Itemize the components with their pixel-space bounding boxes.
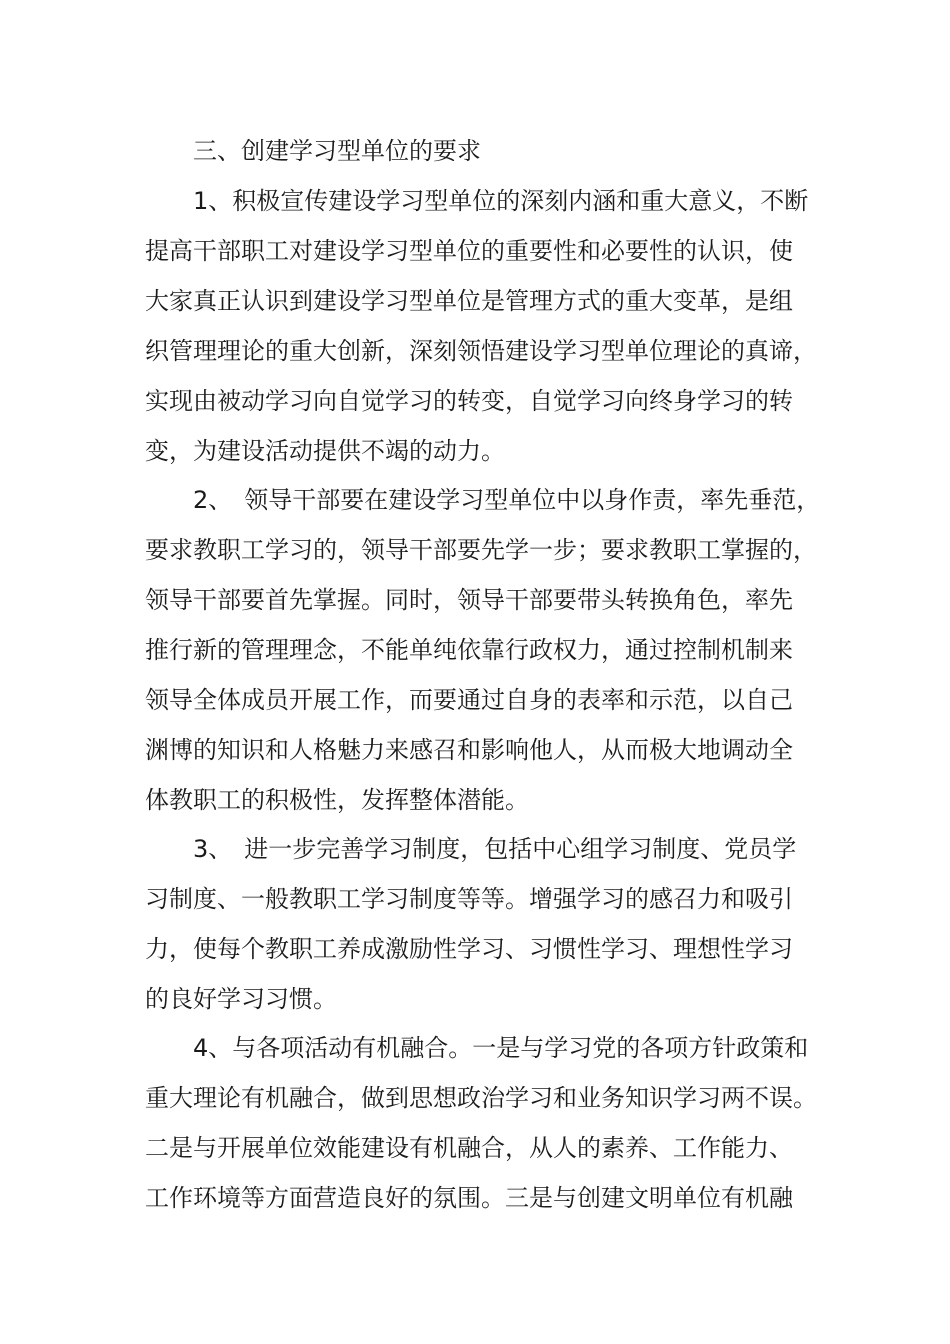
paragraph-2-line-7: 体教职工的积极性，发挥整体潜能。 xyxy=(145,786,529,814)
paragraph-3-line-4: 的良好学习习惯。 xyxy=(145,985,337,1013)
paragraph-4-line-3: 二是与开展单位效能建设有机融合，从人的素养、工作能力、 xyxy=(145,1134,793,1162)
paragraph-1-line-3: 大家真正认识到建设学习型单位是管理方式的重大变革，是组 xyxy=(145,287,793,315)
paragraph-3-line-2: 习制度、一般教职工学习制度等等。增强学习的感召力和吸引 xyxy=(145,885,793,913)
paragraph-2-line-3: 领导干部要首先掌握。同时，领导干部要带头转换角色，率先 xyxy=(145,586,793,614)
paragraph-3-line-1: 3、 进一步完善学习制度，包括中心组学习制度、党员学 xyxy=(193,835,797,863)
section-heading: 三、创建学习型单位的要求 xyxy=(193,137,481,165)
paragraph-3-line-3: 力，使每个教职工养成激励性学习、习惯性学习、理想性学习 xyxy=(145,935,793,963)
paragraph-1-line-6: 变，为建设活动提供不竭的动力。 xyxy=(145,437,505,465)
paragraph-1-line-2: 提高干部职工对建设学习型单位的重要性和必要性的认识，使 xyxy=(145,237,793,265)
paragraph-4-line-1: 4、与各项活动有机融合。一是与学习党的各项方针政策和 xyxy=(193,1034,809,1062)
paragraph-4-line-2: 重大理论有机融合，做到思想政治学习和业务知识学习两不误。 xyxy=(145,1084,817,1112)
paragraph-2-line-4: 推行新的管理理念，不能单纯依靠行政权力，通过控制机制来 xyxy=(145,636,793,664)
paragraph-4-line-4: 工作环境等方面营造良好的氛围。三是与创建文明单位有机融 xyxy=(145,1184,793,1212)
paragraph-1-line-4: 织管理理论的重大创新，深刻领悟建设学习型单位理论的真谛， xyxy=(145,337,817,365)
paragraph-2-line-2: 要求教职工学习的，领导干部要先学一步；要求教职工掌握的， xyxy=(145,536,817,564)
paragraph-2-line-6: 渊博的知识和人格魅力来感召和影响他人，从而极大地调动全 xyxy=(145,736,793,764)
paragraph-2-line-5: 领导全体成员开展工作，而要通过自身的表率和示范，以自己 xyxy=(145,686,793,714)
paragraph-1-line-1: 1、积极宣传建设学习型单位的深刻内涵和重大意义，不断 xyxy=(193,187,809,215)
paragraph-2-line-1: 2、 领导干部要在建设学习型单位中以身作责，率先垂范， xyxy=(193,486,821,514)
paragraph-1-line-5: 实现由被动学习向自觉学习的转变，自觉学习向终身学习的转 xyxy=(145,387,793,415)
